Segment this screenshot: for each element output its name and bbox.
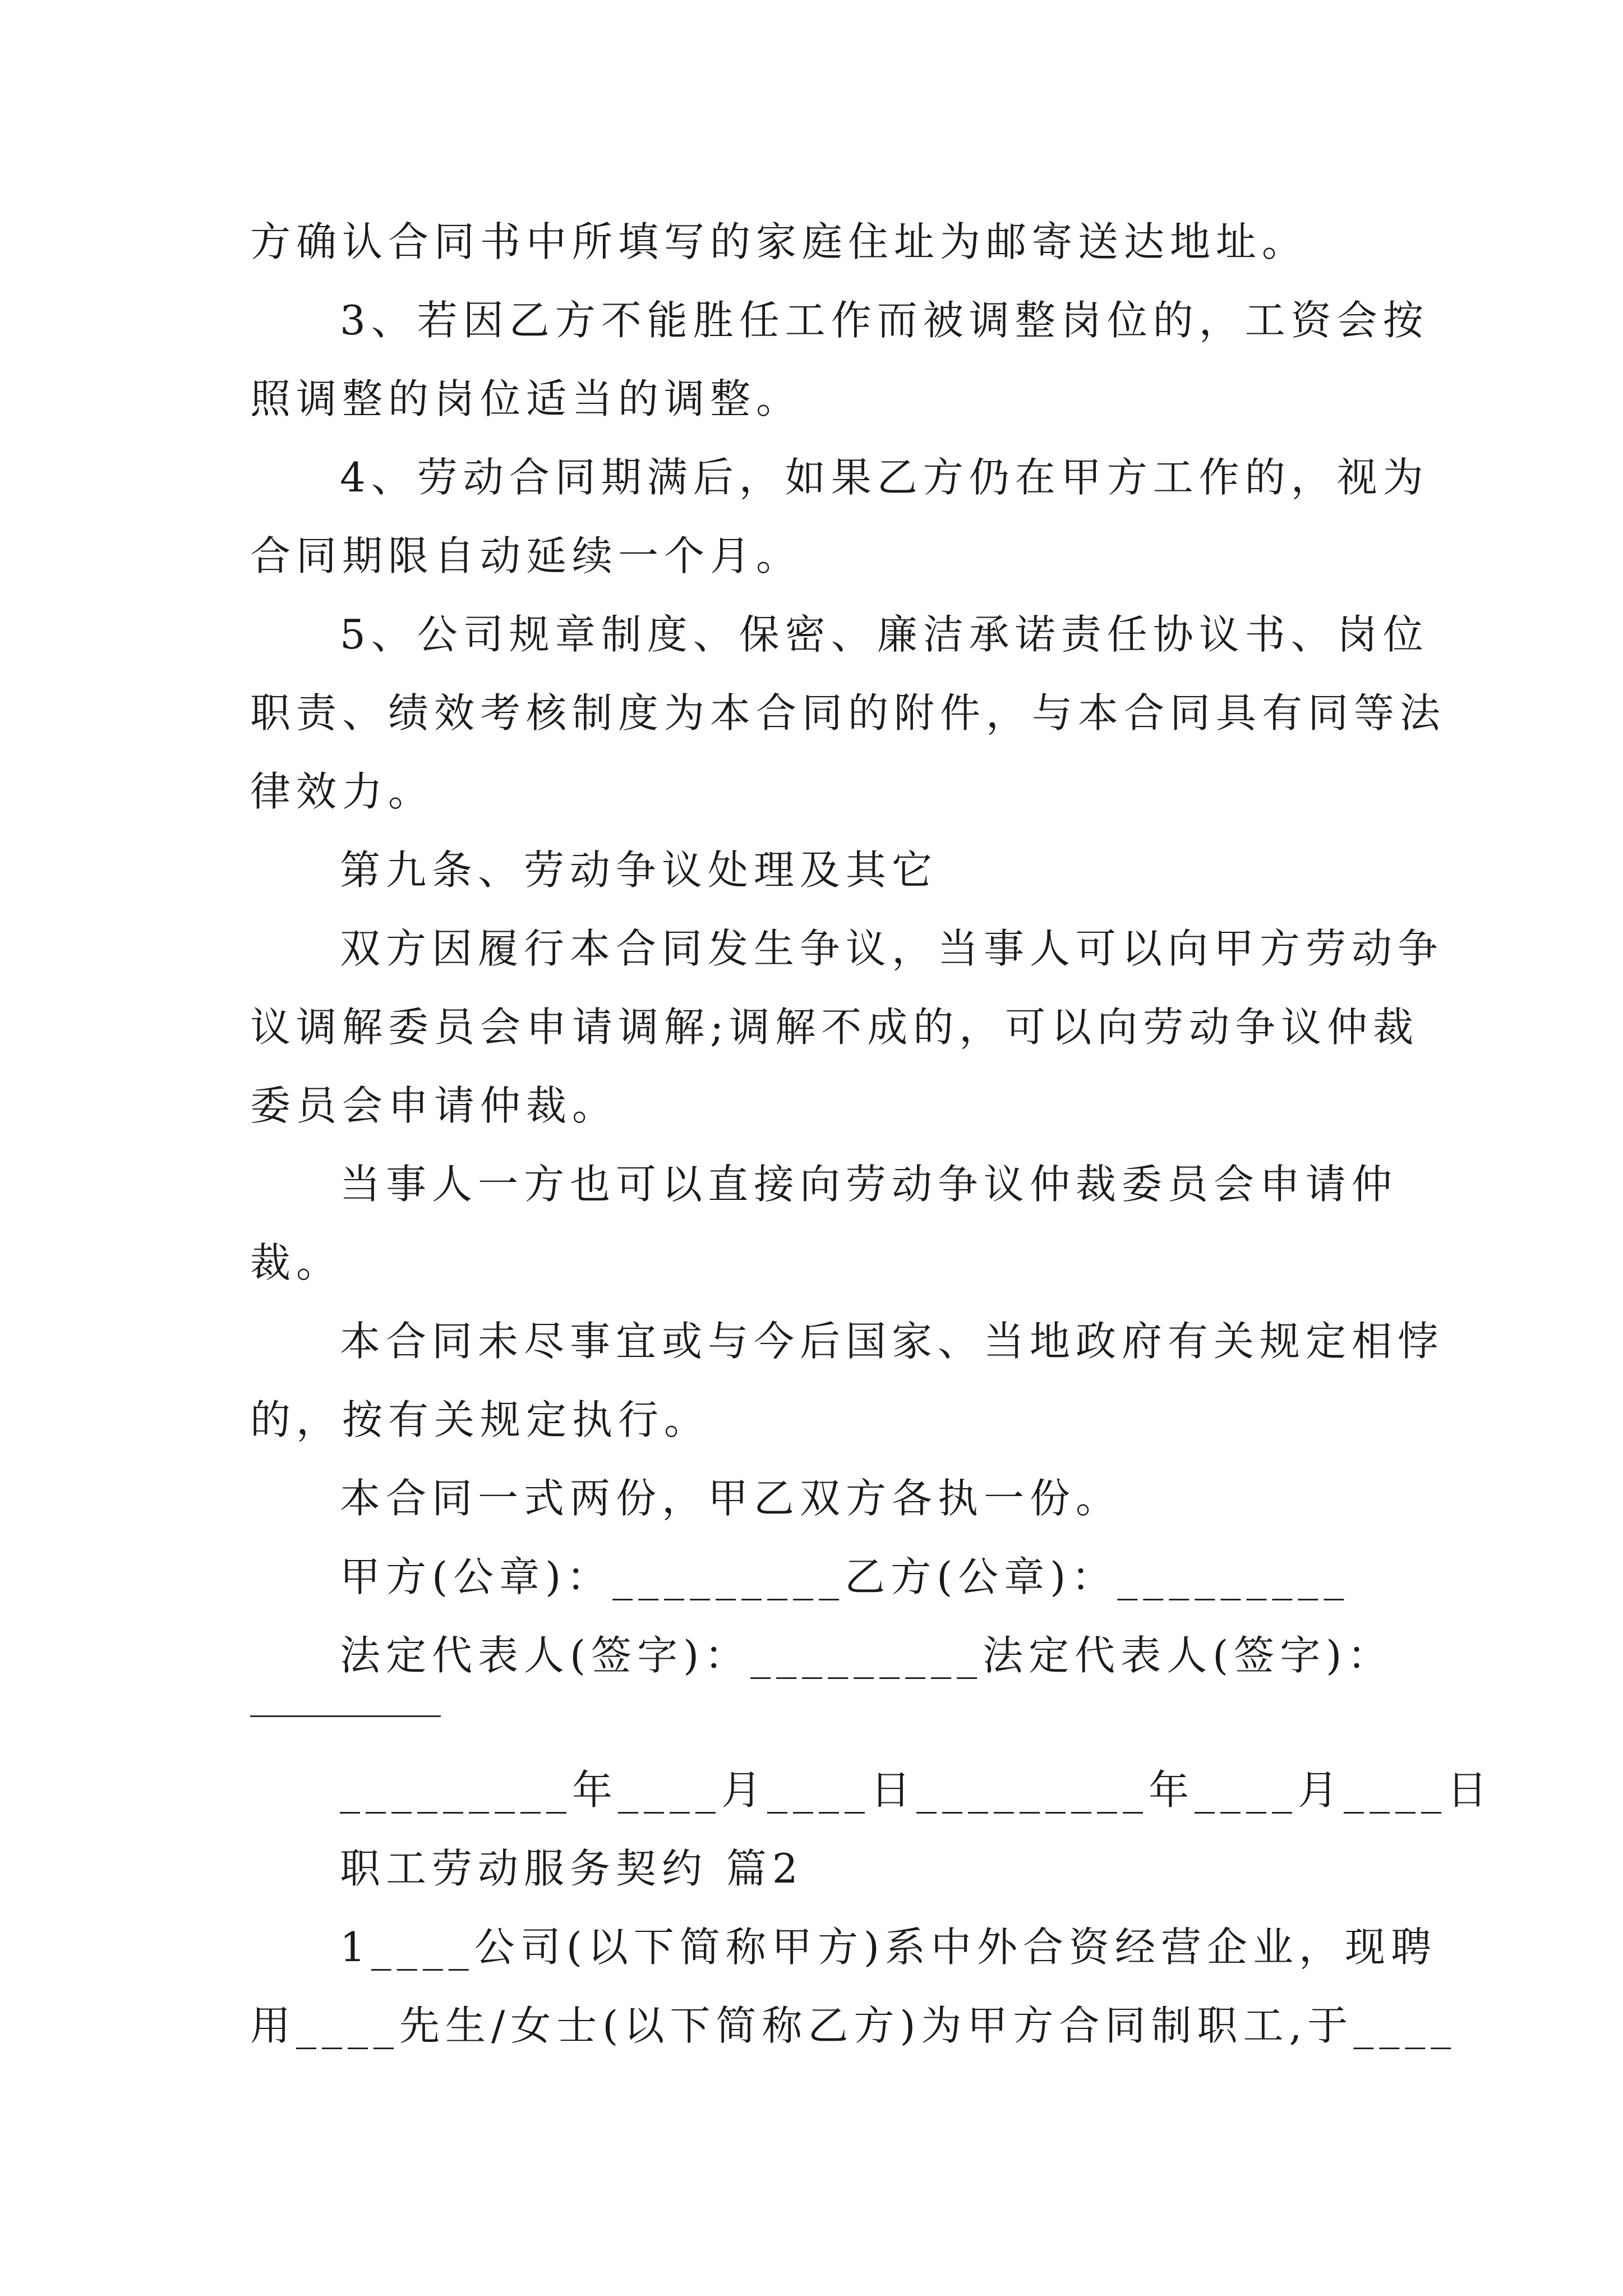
- paragraph-line: 5、公司规章制度、保密、廉洁承诺责任协议书、岗位: [340, 611, 1429, 658]
- paragraph-line: 合同期限自动延续一个月。: [250, 532, 803, 579]
- section-heading: 第九条、劳动争议处理及其它: [340, 846, 938, 894]
- paragraph-line: 3、若因乙方不能胜任工作而被调整岗位的，工资会按: [340, 297, 1429, 344]
- paragraph-line: 职责、绩效考核制度为本合同的附件，与本合同具有同等法: [250, 689, 1446, 737]
- paragraph-line: 4、劳动合同期满后，如果乙方仍在甲方工作的，视为: [340, 454, 1429, 501]
- paragraph-line: 1____公司(以下简称甲方)系中外合资经营企业，现聘: [340, 1924, 1437, 1971]
- paragraph-line: 本合同一式两份，甲乙双方各执一份。: [340, 1475, 1122, 1522]
- signature-underline: [250, 1715, 441, 1717]
- paragraph-line: 用____先生/女士(以下简称乙方)为甲方合同制职工,于____: [250, 2002, 1457, 2049]
- paragraph-line: 当事人一方也可以直接向劳动争议仲裁委员会申请仲: [340, 1161, 1398, 1208]
- paragraph-line: 的，按有关规定执行。: [250, 1396, 711, 1443]
- paragraph-line: 方确认合同书中所填写的家庭住址为邮寄送达地址。: [250, 218, 1308, 265]
- section-title: 职工劳动服务契约 篇2: [340, 1845, 804, 1892]
- paragraph-line: 照调整的岗位适当的调整。: [250, 375, 803, 422]
- paragraph-line: 双方因履行本合同发生争议，当事人可以向甲方劳动争: [340, 925, 1444, 972]
- paragraph-line: 律效力。: [250, 768, 435, 815]
- paragraph-line: 委员会申请仲裁。: [250, 1082, 619, 1129]
- signature-line-party-a-b: 甲方(公章)：_________乙方(公章)：_________: [340, 1553, 1350, 1600]
- date-line: _________年____月____日_________年____月____日: [340, 1766, 1493, 1814]
- paragraph-line: 本合同未尽事宜或与今后国家、当地政府有关规定相悖: [340, 1318, 1444, 1365]
- signature-line-legal-representatives: 法定代表人(签字)：_________法定代表人(签字)：: [340, 1632, 1394, 1679]
- paragraph-line: 裁。: [250, 1239, 343, 1286]
- paragraph-line: 议调解委员会申请调解;调解不成的，可以向劳动争议仲裁: [250, 1004, 1419, 1051]
